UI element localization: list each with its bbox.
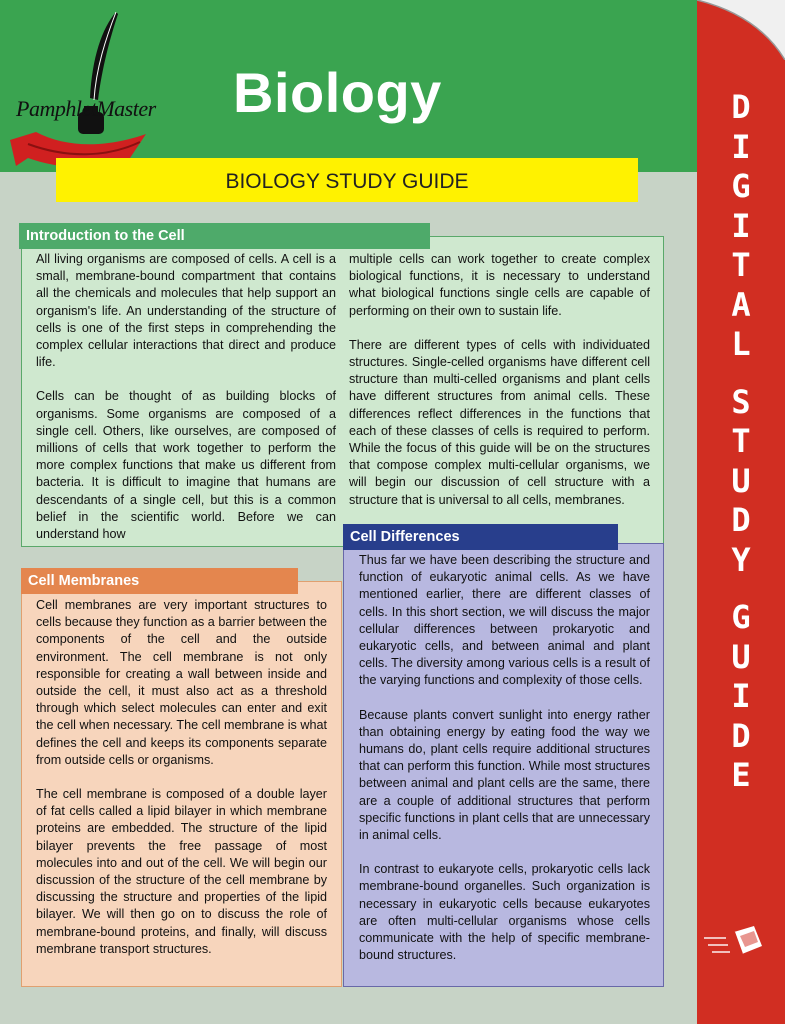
differences-section [343, 543, 664, 987]
differences-text [359, 552, 650, 964]
page-curl-icon [697, 0, 785, 60]
sidebar-letter: T [731, 422, 751, 460]
subtitle: BIOLOGY STUDY GUIDE [225, 170, 469, 193]
sidebar-letter: L [731, 325, 751, 363]
intro-heading: Introduction to the Cell [19, 223, 430, 249]
sidebar-letter: I [731, 127, 751, 166]
sidebar-letter: T [731, 246, 751, 284]
differences-heading: Cell Differences [343, 524, 618, 550]
sidebar-letter: A [731, 285, 751, 324]
membranes-heading: Cell Membranes [21, 568, 298, 594]
paragraph: Cells can be thought of as building blocks of organisms. Some organisms are composed of a single cell. Others, like ourselves, are composed of millions of cells that work together to perform the more complex functions that make us different from bacteria. It is difficult to imagine that humans are descendants of a single cell, but this is a common belief in the scientific world. Before we can understand how [36, 389, 336, 542]
sidebar-letter: D [731, 501, 751, 539]
flying-book-icon [700, 918, 770, 966]
sidebar-letter: I [731, 206, 751, 245]
sidebar-letter: E [731, 756, 751, 794]
intro-column-right [349, 251, 650, 509]
paragraph: Thus far we have been describing the structure and function of eukaryotic animal cells. As we have mentioned earlier, there are different classes of cells. In this short section, we will discuss the major cellular differences between prokaryotic and eukaryotic cells, and between animal and plant cells. The diversity among various cells is a result of the varying functions and complexity of those cells. [359, 553, 650, 688]
paragraph: In contrast to eukaryote cells, prokaryotic cells lack membrane-bound organelles. Such organization is necessary in eukaryotic cells because eukaryotes are often multi-cellular organisms whose cells communicate with the help of specific membrane-bound structures. [359, 862, 650, 963]
sidebar-letter: D [731, 88, 751, 126]
sidebar-letter: G [731, 167, 751, 205]
sidebar-letter: U [731, 461, 751, 500]
pamphletmaster-logo [6, 8, 156, 168]
paragraph: multiple cells can work together to create complex biological functions, it is necessary to understand what biological functions single cells are capable of performing on their own to sustain life. [349, 252, 650, 318]
sidebar-letter: U [731, 637, 751, 676]
paragraph: Because plants convert sunlight into energy rather than obtaining energy by eating food the way we humans do, plant cells require additional structures that can perform this function. While most structures between animal and plant cells are the same, there are a couple of additional structures that perform specific functions in plant cells that are unnecessary in animal cells. [359, 707, 650, 843]
membranes-section [21, 581, 342, 987]
membranes-text [36, 597, 327, 958]
vertical-text [697, 88, 785, 796]
intro-section [21, 236, 664, 547]
intro-column-left [36, 251, 336, 543]
sidebar-letter: G [731, 598, 751, 636]
page-title: Biology [233, 61, 442, 124]
subtitle-bar [56, 158, 638, 202]
logo-text: PamphletMaster [16, 96, 156, 121]
quill-pen-icon [6, 8, 156, 168]
paragraph: There are different types of cells with individuated structures. Single-celled organisms have different cell structure than multi-celled organisms and plant cells have different structures from animal cells. These differences reflect differences in the functions that each of these classes of cells is required to perform. While the focus of this guide will be on the structures that compose complex multi-cellular organisms, we will begin our discussion of cell structure with a structure that is universal to all cells, membranes. [349, 337, 650, 507]
paragraph: The cell membrane is composed of a double layer of fat cells called a lipid bilayer in which membrane proteins are embedded. The structure of the lipid bilayer prevents the free passage of most molecules into and out of the cell. We will begin our discussion of the structure of the cell membrane by discussing the structure and properties of the lipid bilayer. We will then go on to discuss the role of membrane-bound proteins, and finally, will discuss membrane transport structures. [36, 787, 327, 956]
sidebar-letter: Y [731, 540, 751, 579]
sidebar-letter: S [731, 382, 751, 421]
digital-study-guide-sidebar [697, 0, 785, 1024]
sidebar-letter: I [731, 677, 751, 715]
paragraph: All living organisms are composed of cells. A cell is a small, membrane-bound compartment that contains all the chemicals and molecules that help support an organism's life. An understanding of the structure of cells is one of the first steps in comprehending the complex cellular interactions that direct and produce life. [36, 252, 336, 370]
paragraph: Cell membranes are very important structures to cells because they function as a barrier between the components of the cell and the outside environment. The cell membrane is not only responsible for creating a wall between inside and outside the cell, it must also act as a threshold through which select molecules can enter and exit the cell when necessary. The cell membrane is what defines the cell and keeps its components separate from outside cells or organisms. [36, 598, 327, 767]
sidebar-letter: D [731, 716, 751, 755]
